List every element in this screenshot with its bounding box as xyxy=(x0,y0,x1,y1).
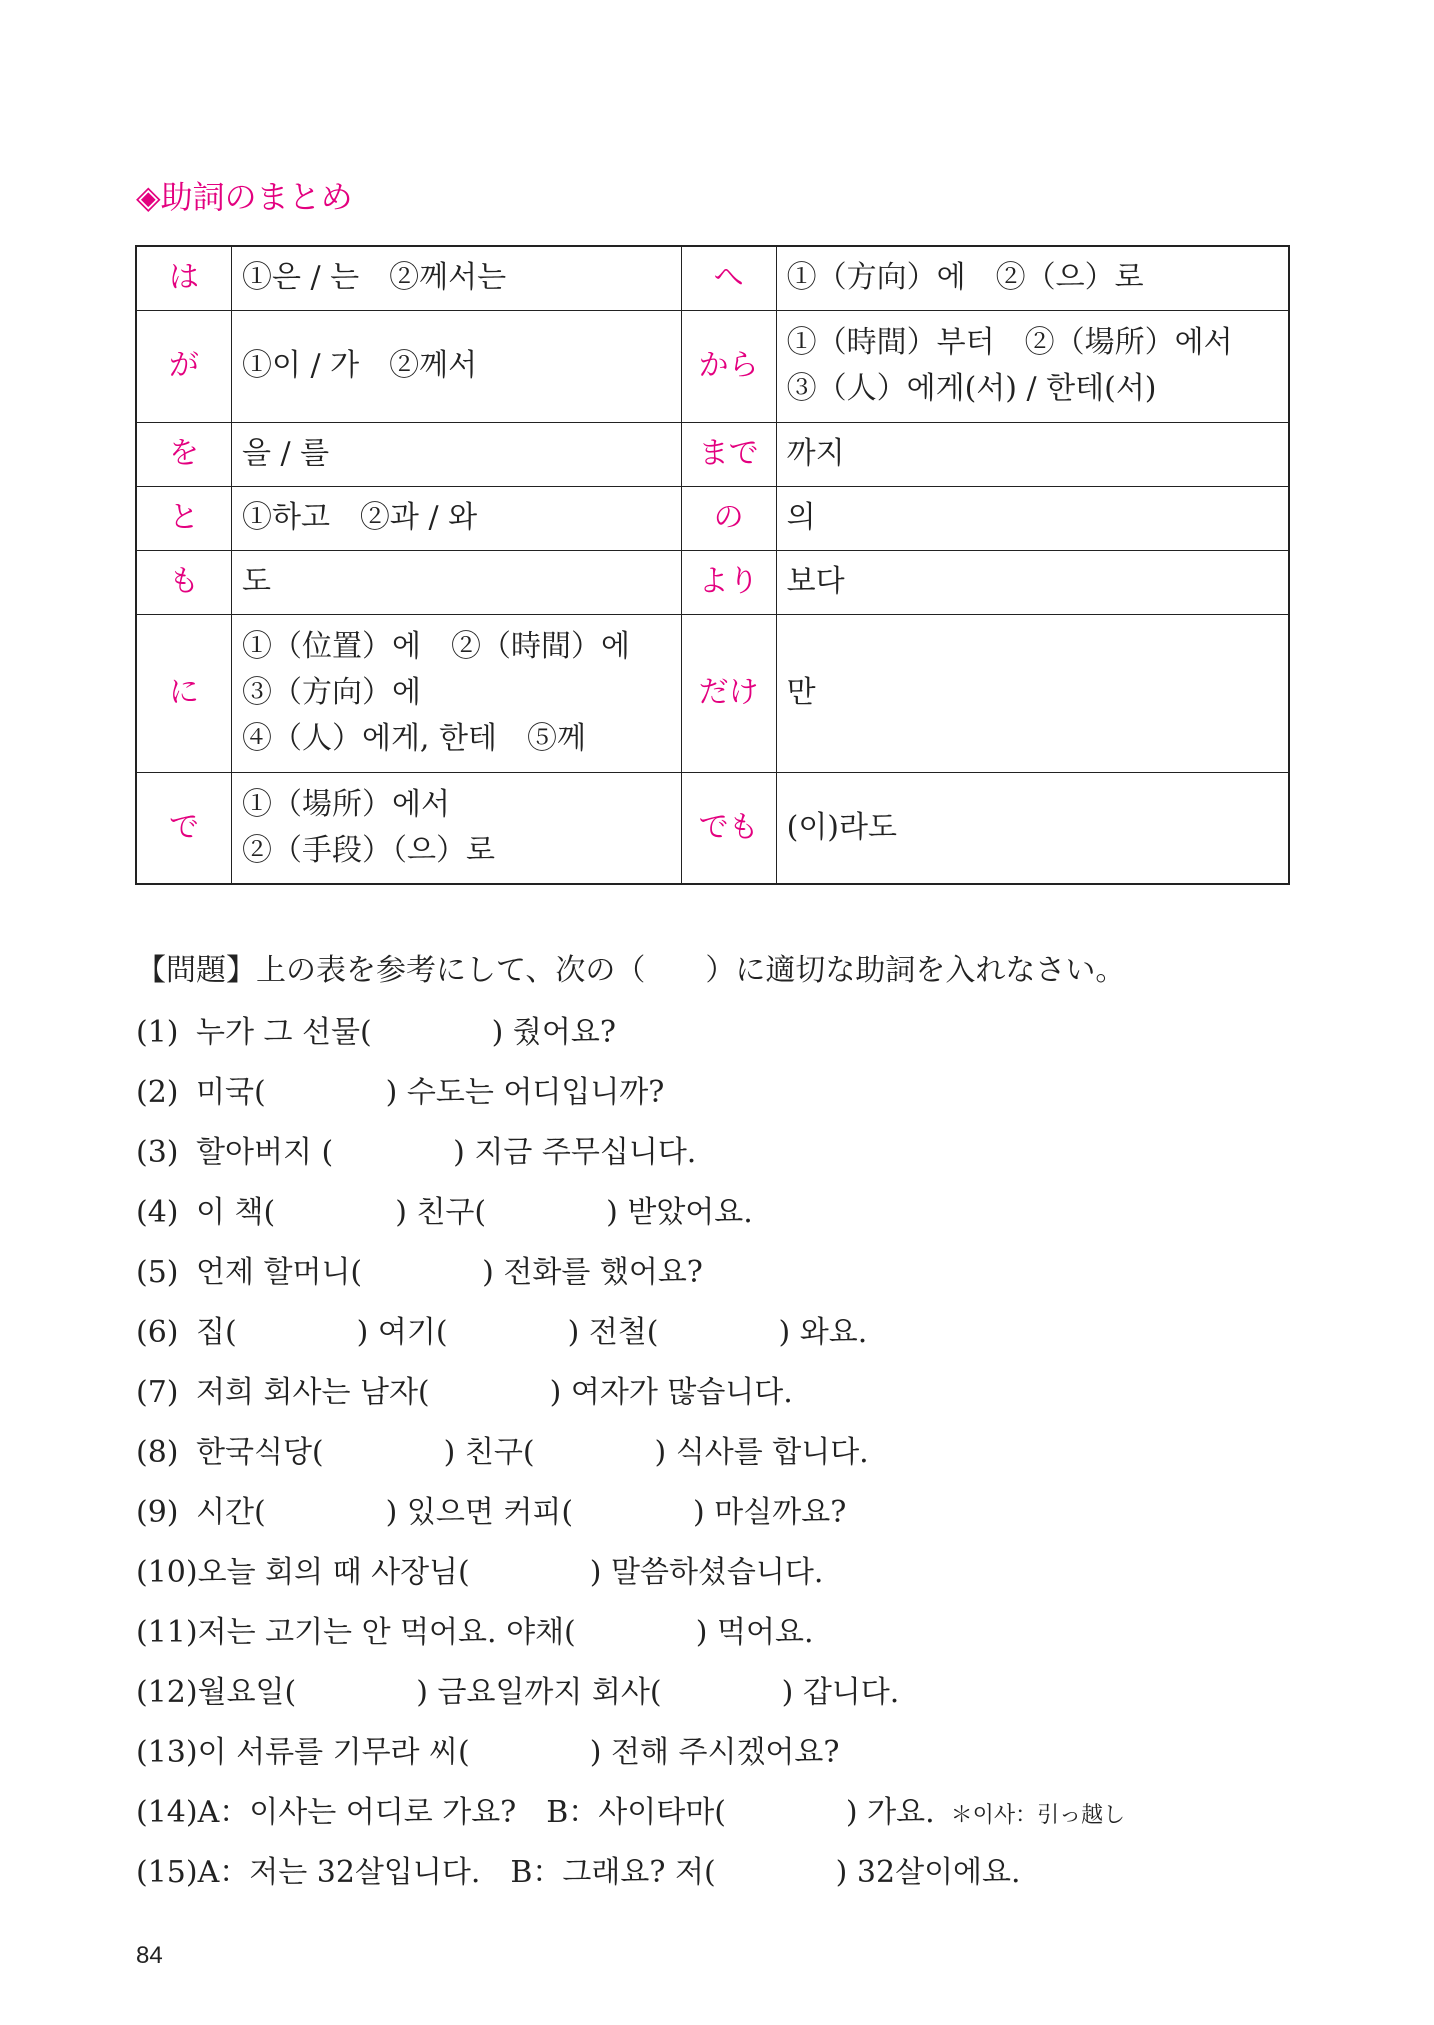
question-note: ＊이사：引っ越し xyxy=(950,1803,1126,1828)
question-text: 한국식당( ) 친구( ) 식사를 합니다. xyxy=(196,1435,869,1470)
question-number: (15) xyxy=(136,1855,198,1890)
kr-line: ①（位置）에 ②（時間）에 xyxy=(241,629,630,664)
kr-line: ①이 / 가 ②께서 xyxy=(241,348,478,383)
question-item xyxy=(136,1003,1125,1063)
question-number: (13) xyxy=(136,1735,198,1770)
kr-line: ①（場所）에서 xyxy=(241,786,450,822)
particle-jp-right: の xyxy=(681,486,776,550)
question-text: 시간( ) 있으면 커피( ) 마실까요? xyxy=(196,1495,847,1530)
question-number: (6) xyxy=(136,1315,179,1350)
question-list xyxy=(136,1003,1125,1903)
question-number: (10) xyxy=(136,1555,198,1590)
particle-kr-left xyxy=(231,246,681,310)
particle-jp-left: と xyxy=(136,486,231,550)
question-number: (11) xyxy=(136,1615,198,1650)
question-item xyxy=(136,1183,1125,1243)
question-item xyxy=(136,1723,1125,1783)
question-number: (12) xyxy=(136,1675,198,1710)
particle-kr-left xyxy=(231,614,681,772)
particle-jp-left: で xyxy=(136,772,231,884)
question-text: 집( ) 여기( ) 전철( ) 와요. xyxy=(196,1315,868,1350)
particle-kr-right xyxy=(776,486,1289,550)
particle-jp-right: から xyxy=(681,310,776,422)
particle-kr-right xyxy=(776,246,1289,310)
question-item xyxy=(136,1303,1125,1363)
particle-kr-left xyxy=(231,772,681,884)
kr-line: 을 / 를 xyxy=(241,436,330,471)
kr-line: 만 xyxy=(786,675,816,710)
question-number: (2) xyxy=(136,1075,179,1110)
particle-kr-left xyxy=(231,310,681,422)
problem-heading: 【問題】上の表を参考にして、次の（ ）に適切な助詞を入れなさい。 xyxy=(136,953,1126,988)
kr-line: 보다 xyxy=(786,564,845,599)
page-number: 84 xyxy=(136,1942,163,1969)
particle-jp-left: に xyxy=(136,614,231,772)
question-item xyxy=(136,1843,1125,1903)
question-text: 월요일( ) 금요일까지 회사( ) 갑니다. xyxy=(197,1675,900,1710)
question-text: 저는 고기는 안 먹어요. 야채( ) 먹어요. xyxy=(197,1615,814,1650)
table-row xyxy=(136,246,1289,310)
table-row xyxy=(136,486,1289,550)
question-item xyxy=(136,1783,1125,1843)
particle-kr-right xyxy=(776,310,1289,422)
kr-line: ①하고 ②과 / 와 xyxy=(241,500,478,535)
particle-kr-right xyxy=(776,772,1289,884)
kr-line: ②（手段）（으）로 xyxy=(241,832,495,868)
question-text: A：저는 32살입니다. B：그래요? 저( ) 32살이에요. xyxy=(197,1855,1021,1890)
question-number: (5) xyxy=(136,1255,179,1290)
question-text: 누가 그 선물( ) 줬어요? xyxy=(196,1015,616,1050)
kr-line: 의 xyxy=(786,500,816,535)
kr-line: ④（人）에게, 한테 ⑤께 xyxy=(241,721,586,756)
kr-line: 까지 xyxy=(786,436,845,471)
particle-jp-right: まで xyxy=(681,422,776,486)
particle-jp-left: も xyxy=(136,550,231,614)
kr-line: ①은 / 는 ②께서는 xyxy=(241,260,507,296)
kr-line: ①（方向）에 ②（으）로 xyxy=(786,260,1144,296)
particle-kr-right xyxy=(776,422,1289,486)
question-text: 미국( ) 수도는 어디입니까? xyxy=(196,1075,665,1110)
kr-line: 도 xyxy=(241,564,271,599)
question-item xyxy=(136,1663,1125,1723)
particle-jp-right: だけ xyxy=(681,614,776,772)
particle-jp-right: へ xyxy=(681,246,776,310)
table-row xyxy=(136,772,1289,884)
particle-table xyxy=(135,245,1290,885)
section-title: ◈助詞のまとめ xyxy=(136,178,353,216)
question-text: 저희 회사는 남자( ) 여자가 많습니다. xyxy=(196,1375,793,1410)
problem-section xyxy=(136,945,1125,1903)
kr-line: ①（時間）부터 ②（場所）에서 xyxy=(786,325,1233,360)
particle-kr-left xyxy=(231,422,681,486)
question-item xyxy=(136,1123,1125,1183)
table-row xyxy=(136,614,1289,772)
kr-line: (이)라도 xyxy=(786,809,897,845)
table-row xyxy=(136,310,1289,422)
question-item xyxy=(136,1543,1125,1603)
question-text: 이 서류를 기무라 씨( ) 전해 주시겠어요? xyxy=(197,1735,840,1770)
question-number: (9) xyxy=(136,1495,179,1530)
table-row xyxy=(136,550,1289,614)
question-number: (14) xyxy=(136,1795,198,1830)
question-number: (8) xyxy=(136,1435,179,1470)
question-item xyxy=(136,1243,1125,1303)
kr-line: ③（人）에게(서) / 한테(서) xyxy=(786,371,1157,406)
particle-jp-left: は xyxy=(136,246,231,310)
question-text: 언제 할머니( ) 전화를 했어요? xyxy=(196,1255,703,1290)
particle-jp-right: より xyxy=(681,550,776,614)
particle-jp-right: でも xyxy=(681,772,776,884)
question-item xyxy=(136,1483,1125,1543)
question-item xyxy=(136,1063,1125,1123)
particle-jp-left: を xyxy=(136,422,231,486)
question-number: (7) xyxy=(136,1375,179,1410)
question-text: A：이사는 어디로 가요? B：사이타마( ) 가요. xyxy=(197,1795,935,1830)
question-text: 이 책( ) 친구( ) 받았어요. xyxy=(196,1195,753,1230)
particle-kr-right xyxy=(776,614,1289,772)
particle-jp-left: が xyxy=(136,310,231,422)
particle-kr-right xyxy=(776,550,1289,614)
question-text: 할아버지 ( ) 지금 주무십니다. xyxy=(196,1135,697,1170)
question-number: (3) xyxy=(136,1135,179,1170)
table-row xyxy=(136,422,1289,486)
question-text: 오늘 회의 때 사장님( ) 말씀하셨습니다. xyxy=(197,1555,824,1590)
question-item xyxy=(136,1603,1125,1663)
question-number: (4) xyxy=(136,1195,179,1230)
particle-kr-left xyxy=(231,550,681,614)
question-number: (1) xyxy=(136,1015,179,1050)
question-item xyxy=(136,1363,1125,1423)
question-item xyxy=(136,1423,1125,1483)
particle-kr-left xyxy=(231,486,681,550)
kr-line: ③（方向）에 xyxy=(241,675,421,710)
